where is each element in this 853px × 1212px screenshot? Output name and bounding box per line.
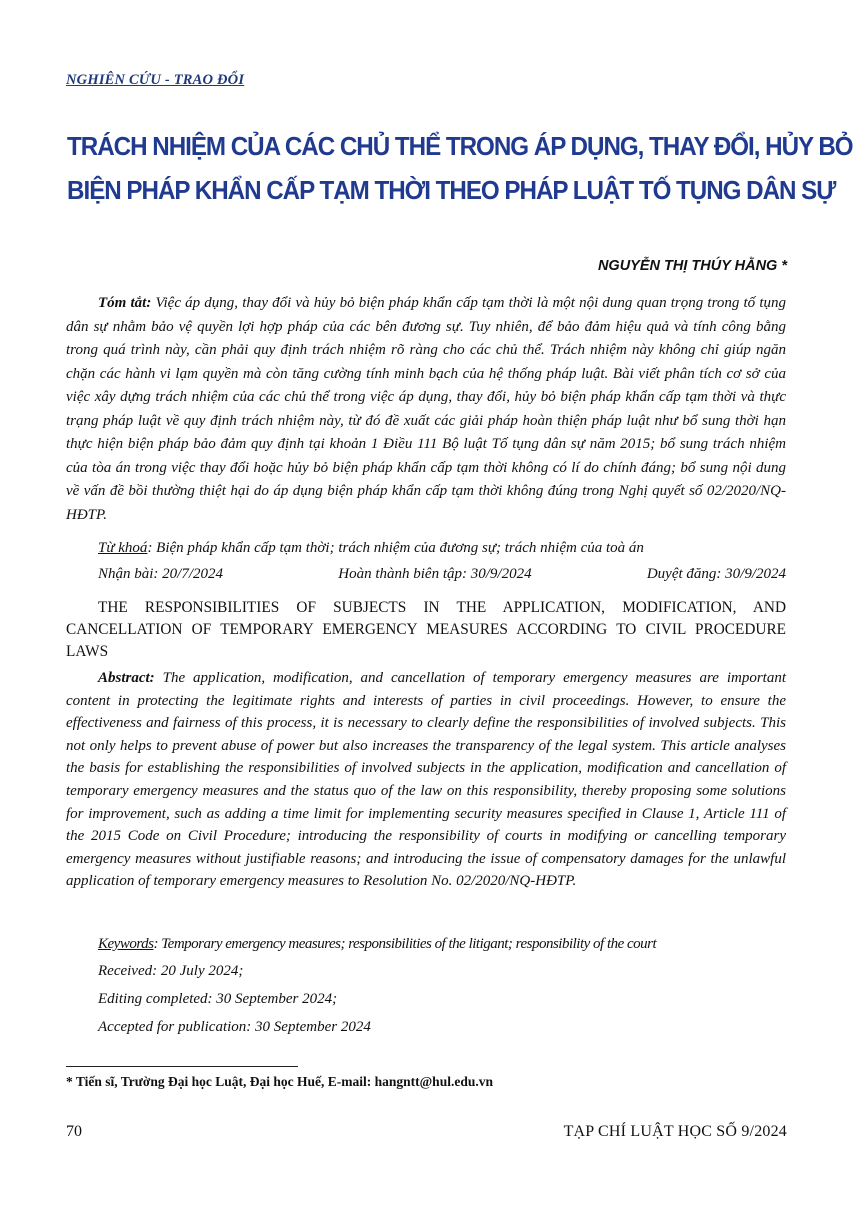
journal-name: TẠP CHÍ LUẬT HỌC SỐ 9/2024 (563, 1123, 787, 1140)
received-english: Received: 20 July 2024; (98, 963, 244, 979)
keywords-en-label: Keywords (98, 936, 154, 952)
article-title (67, 124, 853, 212)
abstract-en-lead: Abstract: (98, 670, 155, 686)
date-approved-vi: Duyệt đăng: 30/9/2024 (646, 566, 786, 582)
article-title-line-2: BIỆN PHÁP KHẨN CẤP TẠM THỜI THEO PHÁP LUẬT TỐ TỤNG DÂN SỰ (67, 175, 836, 205)
keywords-en-text: : Temporary emergency measures; responsibilities of the litigant; responsibility of the court (153, 936, 657, 952)
accepted-english: Accepted for publication: 30 September 2024 (98, 1019, 371, 1035)
section-label: NGHIÊN CỨU - TRAO ĐỔI (66, 72, 245, 88)
keywords-english (98, 936, 656, 953)
keywords-vi-label: Từ khoá (98, 540, 148, 556)
abstract-english (66, 667, 786, 893)
page-number: 70 (66, 1123, 82, 1140)
article-title-line-1: TRÁCH NHIỆM CỦA CÁC CHỦ THỂ TRONG ÁP DỤNG, THAY ĐỔI, HỦY BỎ (67, 131, 853, 161)
keywords-vietnamese (98, 540, 644, 557)
abstract-vi-lead: Tóm tắt: (98, 295, 152, 311)
date-edited-vi: Hoàn thành biên tập: 30/9/2024 (338, 566, 532, 582)
keywords-vi-text: : Biện pháp khẩn cấp tạm thời; trách nhiệm của đương sự; trách nhiệm của toà án (147, 540, 644, 556)
author-name: NGUYỄN THỊ THÚY HẰNG * (597, 258, 787, 274)
dates-vietnamese (98, 566, 786, 583)
abstract-vi-text: Việc áp dụng, thay đổi và hủy bỏ biện pháp khẩn cấp tạm thời là một nội dung quan trọng trong tố tụng dân sự nhằm bảo vệ quyền lợi hợp pháp của các bên đương sự. Tuy nhiên, để bảo đảm hiệu quả và tính công bằng trong quá trình này, cần phải quy định trách nhiệm rõ ràng cho các chủ thể. Trách nhiệm này không chỉ giúp ngăn chặn các hành vi lạm quyền mà còn tăng cường tính minh bạch của hệ thống pháp luật. Bài viết phân tích cơ sở của việc xây dựng trách nhiệm của các chủ thể trong việc áp dụng, thay đổi, hủy bỏ biện pháp khẩn cấp tạm thời và thực trạng pháp luật về quy định trách nhiệm này, từ đó đề xuất các giải pháp hoàn thiện pháp luật như bổ sung thời hạn thực hiện biện pháp bảo đảm quy định tại khoản 1 Điều 111 Bộ luật Tố tụng dân sự năm 2015; bổ sung trách nhiệm của tòa án trong việc thay đổi hoặc hủy bỏ biện pháp khẩn cấp tạm thời không có lí do chính đáng; bổ sung nội dung về vấn đề bồi thường thiệt hại do áp dụng biện pháp khẩn cấp tạm thời không đúng trong Nghị quyết số 02/2020/NQ-HĐTP. (66, 295, 786, 523)
date-received-vi: Nhận bài: 20/7/2024 (98, 566, 224, 582)
abstract-en-text: The application, modification, and cancellation of temporary emergency measures are important content in protecting the legitimate rights and interests of parties in civil proceedings. However, to ensure the effectiveness and fairness of this process, it is necessary to clearly define the responsibilities of involved subjects. This not only helps to prevent abuse of power but also increases the transparency of the legal system. This article analyses the basis for establishing the responsibilities of involved subjects in the application, modification and cancellation of temporary emergency measures and the status quo of the law on this responsibility, thereby proposing some solutions for improvement, such as adding a time limit for implementing security measures specified in Clause 1, Article 111 of the 2015 Code on Civil Procedure; introducing the responsibility of courts in modifying or cancelling temporary emergency measures without justifiable reasons; and introducing the issue of compensatory damages for the unlawful application of temporary emergency measures to Resolution No. 02/2020/NQ-HĐTP. (66, 670, 786, 890)
abstract-vietnamese (66, 292, 786, 527)
author-footnote: * Tiến sĩ, Trường Đại học Luật, Đại học Huế, E-mail: hangntt@hul.edu.vn (66, 1074, 493, 1089)
article-title-english: THE RESPONSIBILITIES OF SUBJECTS IN THE APPLICATION, MODIFICATION, AND CANCELLATION OF TEMPORARY EMERGENCY MEASURES ACCORDING TO CIVIL PROCEDURE LAWS (66, 599, 786, 660)
footnote-divider (66, 1066, 298, 1067)
editing-english: Editing completed: 30 September 2024; (98, 991, 338, 1007)
